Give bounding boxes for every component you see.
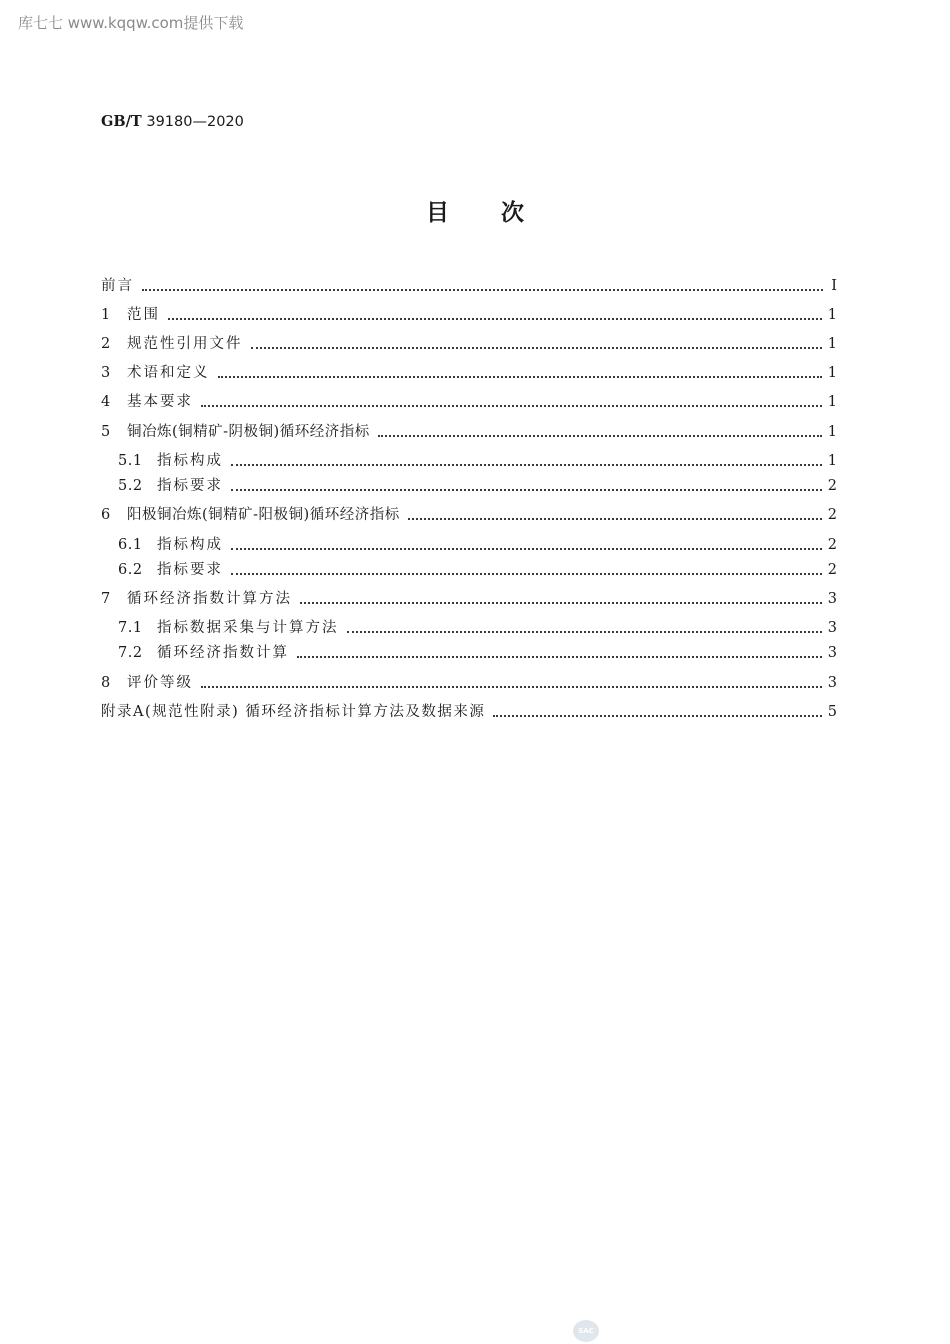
toc-entry-number: 2 xyxy=(101,336,111,352)
toc-entry-number: 7 xyxy=(101,591,111,607)
toc-page-number: 3 xyxy=(827,645,837,661)
toc-page-number: 1 xyxy=(827,307,837,323)
toc-page-number: 3 xyxy=(827,591,837,607)
toc-entry-7-2[interactable] xyxy=(118,637,837,663)
toc-entry-7-1[interactable] xyxy=(118,612,837,638)
toc-entry-number: 5.1 xyxy=(118,453,143,469)
toc-entry-5-2[interactable] xyxy=(118,470,837,496)
toc-entry-4[interactable] xyxy=(101,386,837,412)
dot-leader xyxy=(201,686,822,688)
toc-entry-number: 7.1 xyxy=(118,620,143,636)
title-char-1: 目 xyxy=(426,200,449,226)
toc-page-number: 3 xyxy=(827,675,837,691)
dot-leader xyxy=(231,489,822,491)
toc-page-number: 2 xyxy=(827,478,837,494)
toc-entry-number: 6.1 xyxy=(118,537,143,553)
dot-leader xyxy=(297,656,822,658)
toc-page-number: 2 xyxy=(827,537,837,553)
toc-entry-number: 1 xyxy=(101,307,111,323)
toc-entry-5-1[interactable] xyxy=(118,445,837,471)
toc-entry-label: 基本要求 xyxy=(127,394,193,410)
toc-entry-2[interactable] xyxy=(101,328,837,354)
toc-entry-8[interactable] xyxy=(101,667,837,693)
toc-entry-number: 3 xyxy=(101,365,111,381)
toc-page-number: 1 xyxy=(827,394,837,410)
dot-leader xyxy=(231,548,822,550)
toc-page-number: 3 xyxy=(827,620,837,636)
standard-number: 39180—2020 xyxy=(146,114,244,130)
toc-entry-label: 循环经济指数计算方法 xyxy=(127,591,292,607)
toc-page-number: 2 xyxy=(827,507,837,523)
dot-leader xyxy=(493,715,821,717)
toc-entry-6-2[interactable] xyxy=(118,554,837,580)
dot-leader xyxy=(218,376,822,378)
title-char-2: 次 xyxy=(501,200,524,226)
toc-page-number: 5 xyxy=(827,704,837,720)
toc-page-number: 1 xyxy=(827,365,837,381)
toc-entry-number: 5 xyxy=(101,424,111,440)
toc-entry-label: 指标数据采集与计算方法 xyxy=(157,620,339,636)
toc-entry-label: 阳极铜冶炼(铜精矿-阳极铜)循环经济指标 xyxy=(127,507,400,523)
toc-entry-label: 范围 xyxy=(127,307,160,323)
toc-entry-1[interactable] xyxy=(101,299,837,325)
toc-entry-label: 前言 xyxy=(101,278,134,294)
toc-entry-label: 评价等级 xyxy=(127,675,193,691)
dot-leader xyxy=(378,435,822,437)
standard-prefix: GB/T xyxy=(101,113,142,130)
toc-page-number: 1 xyxy=(827,424,837,440)
toc-entry-7[interactable] xyxy=(101,583,837,609)
toc-page-number: 1 xyxy=(827,336,837,352)
toc-entry-number: 8 xyxy=(101,675,111,691)
toc-entry-number: 6 xyxy=(101,507,111,523)
toc-page-number: 1 xyxy=(827,453,837,469)
dot-leader xyxy=(347,631,822,633)
dot-leader xyxy=(300,602,822,604)
dot-leader xyxy=(231,573,822,575)
toc-entry-label: 指标要求 xyxy=(157,562,223,578)
dot-leader xyxy=(142,289,823,291)
dot-leader xyxy=(251,347,822,349)
toc-page-number: 2 xyxy=(827,562,837,578)
dot-leader xyxy=(168,318,822,320)
toc-entry-foreword[interactable] xyxy=(101,270,837,296)
toc-entry-6[interactable] xyxy=(101,499,837,525)
toc-entry-6-1[interactable] xyxy=(118,529,837,555)
toc-entry-label: 指标构成 xyxy=(157,453,223,469)
standard-code xyxy=(101,113,244,130)
toc-entry-number: 5.2 xyxy=(118,478,143,494)
dot-leader xyxy=(201,405,822,407)
dot-leader xyxy=(231,464,822,466)
toc-entry-label: 术语和定义 xyxy=(127,365,210,381)
watermark-text: 库七七 www.kqqw.com提供下载 xyxy=(18,14,244,32)
toc-entry-appendix-a[interactable] xyxy=(101,696,837,722)
toc-entry-label: 铜冶炼(铜精矿-阴极铜)循环经济指标 xyxy=(127,424,370,440)
toc-entry-label: 指标构成 xyxy=(157,537,223,553)
toc-entry-label: 指标要求 xyxy=(157,478,223,494)
toc-entry-number: 7.2 xyxy=(118,645,143,661)
toc-entry-label: 循环经济指数计算 xyxy=(157,645,289,661)
dot-leader xyxy=(408,518,822,520)
toc-entry-label: 附录A(规范性附录) 循环经济指标计算方法及数据来源 xyxy=(101,704,486,720)
toc-entry-number: 4 xyxy=(101,394,111,410)
toc-page-number: Ⅰ xyxy=(831,278,837,294)
toc-entry-5[interactable] xyxy=(101,416,837,442)
toc-entry-number: 6.2 xyxy=(118,562,143,578)
toc-entry-3[interactable] xyxy=(101,357,837,383)
sac-logo: SAC xyxy=(573,1320,599,1342)
page-title xyxy=(0,194,950,227)
toc-entry-label: 规范性引用文件 xyxy=(127,336,243,352)
